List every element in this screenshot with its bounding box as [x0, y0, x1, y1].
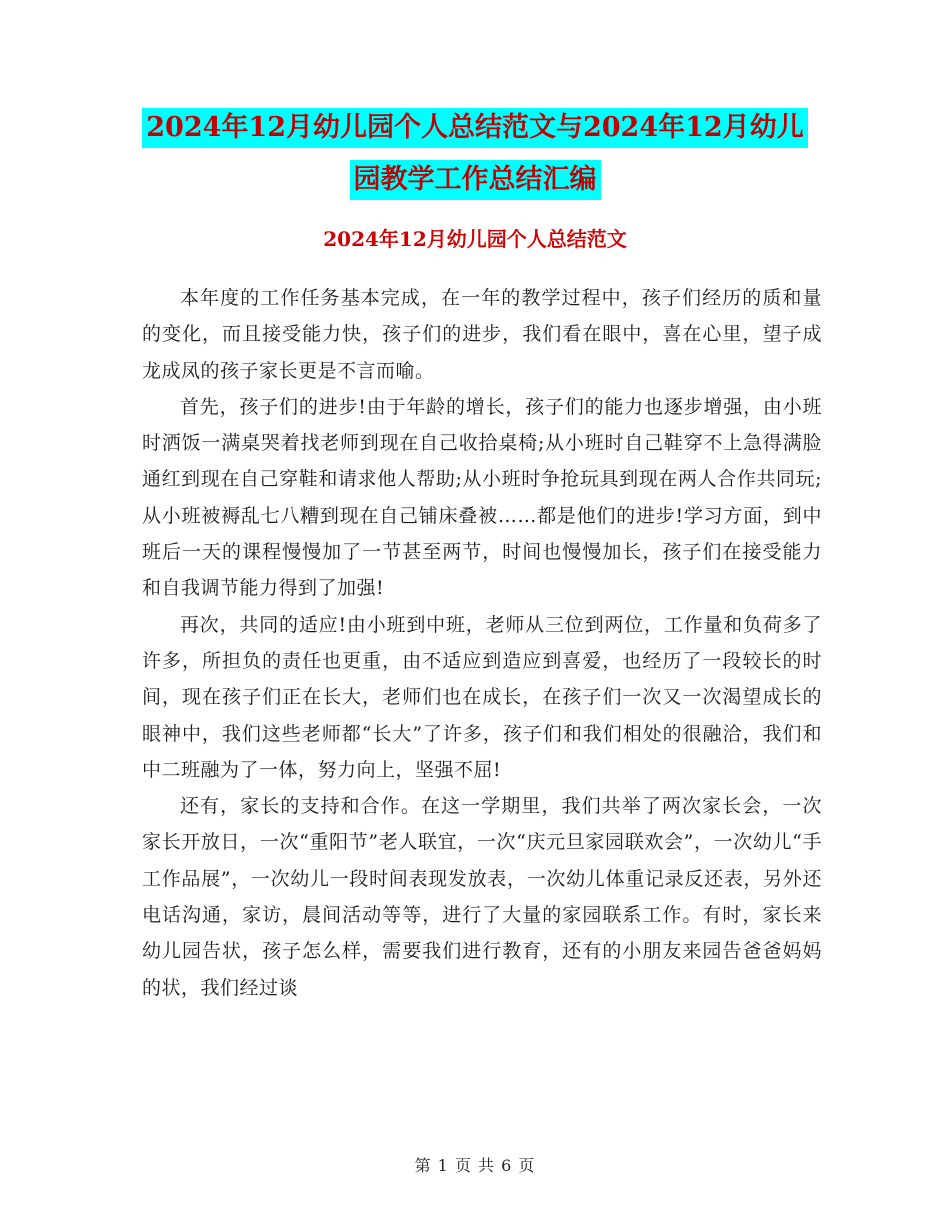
paragraph-4: 还有，家长的支持和合作。在这一学期里，我们共举了两次家长会，一次家长开放日，一次“重阳节”老人联宜，一次“庆元旦家园联欢会”，一次幼儿“手工作品展”，一次幼儿一段时间表现发放表，一次幼儿体重记录反还表，另外还电话沟通，家访，晨间活动等等，进行了大量的家园联系工作。有时，家长来幼儿园告状，孩子怎么样，需要我们进行教育，还有的小朋友来园告爸爸妈妈的状，我们经过谈 [142, 795, 822, 999]
title-line-1: 2024年12月幼儿园个人总结范文与2024年12月幼儿 [142, 108, 807, 148]
page-footer: 第 1 页 共 6 页 [414, 1156, 536, 1175]
paragraph-3: 再次，共同的适应!由小班到中班，老师从三位到两位，工作量和负荷多了许多，所担负的责任也更重，由不适应到造应到喜爱，也经历了一段较长的时间，现在孩子们正在长大，老师们也在成长，在孩子们一次又一次渴望成长的眼神中，我们这些老师都“长大”了许多，孩子们和我们相处的很融洽，我们和中二班融为了一体，努力向上，坚强不屈! [142, 613, 822, 781]
section-title: 2024年12月幼儿园个人总结范文 [323, 227, 627, 251]
paragraph-2: 首先，孩子们的进步!由于年龄的增长，孩子们的能力也逐步增强，由小班时洒饭一满桌哭着找老师到现在自己收拾桌椅;从小班时自己鞋穿不上急得满脸通红到现在自己穿鞋和请求他人帮助;从小班时争抢玩具到现在两人合作共同玩;从小班被褥乱七八糟到现在自己铺床叠被……都是他们的进步!学习方面，到中班后一天的课程慢慢加了一节甚至两节，时间也慢慢加长，孩子们在接受能力和自我调节能力得到了加强! [142, 395, 822, 600]
title-line-2: 园教学工作总结汇编 [350, 160, 601, 200]
document-title [0, 108, 950, 212]
paragraph-1: 本年度的工作任务基本完成，在一年的教学过程中，孩子们经历的质和量的变化，而且接受能力快，孩子们的进步，我们看在眼中，喜在心里，望子成龙成凤的孩子家长更是不言而喻。 [142, 287, 822, 382]
body-text [142, 280, 822, 1006]
